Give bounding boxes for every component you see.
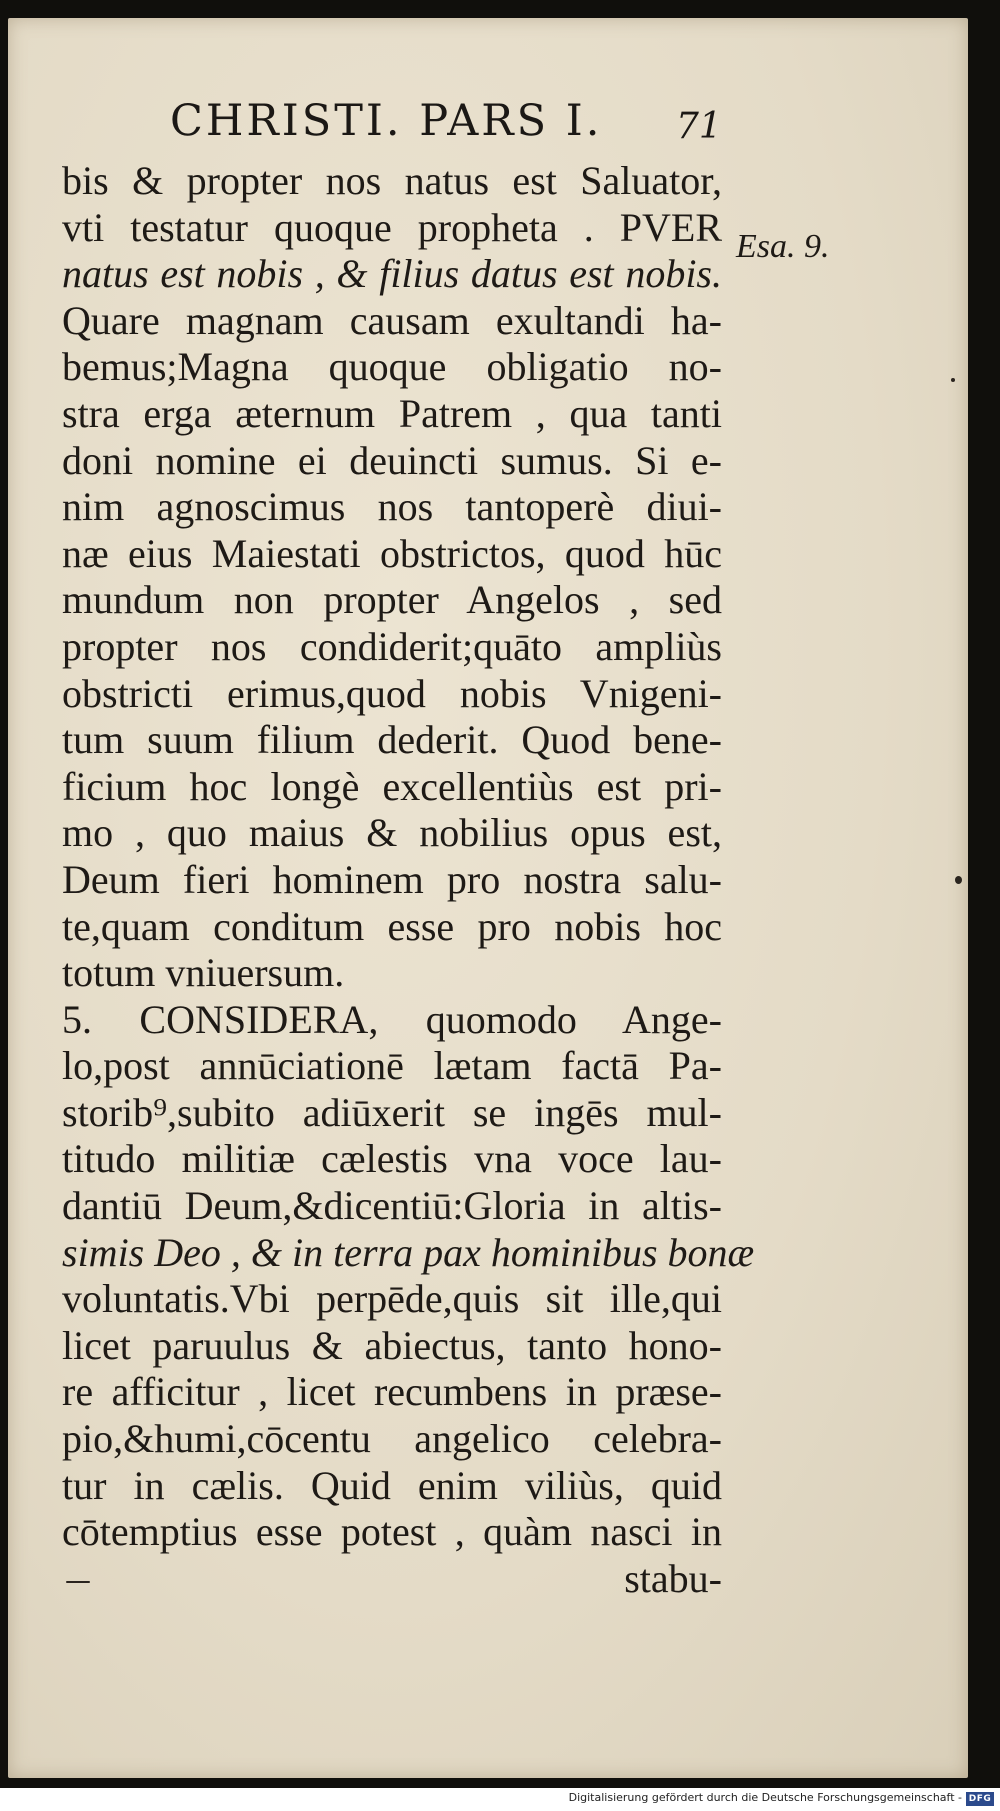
text-line: ficium hoc longè excellentiùs est pri-: [62, 763, 722, 809]
ink-speck: [66, 1581, 90, 1583]
text-line: titudo militiæ cælestis vna voce lau-: [62, 1136, 722, 1182]
catchword: stabu-: [624, 1555, 722, 1601]
text-line: Deum fieri hominem pro nostra salu-: [62, 856, 722, 902]
page-number: 71: [676, 106, 722, 147]
text-line: tum suum filium dederit. Quod bene-: [62, 717, 722, 763]
text-line: obstricti erimus,quod nobis Vnigeni-: [62, 670, 722, 716]
text-line: nim agnoscimus nos tantoperè diui-: [62, 484, 722, 530]
text-line: doni nomine ei deuincti sumus. Si e-: [62, 437, 722, 483]
text-line: propter nos condiderit;quāto ampliùs: [62, 623, 722, 669]
text-line: stra erga æternum Patrem , qua tanti: [62, 390, 722, 436]
text-line: 5. CONSIDERA, quomodo Ange-: [62, 996, 722, 1042]
text-line: totum vniuersum.: [62, 950, 345, 996]
text-line: storib⁹,subito adiūxerit se ingēs mul-: [62, 1089, 722, 1135]
margin-note: Esa. 9.: [736, 228, 830, 265]
text-line: mo , quo maius & nobilius opus est,: [62, 810, 722, 856]
text-line: bis & propter nos natus est Saluator,: [62, 158, 722, 203]
book-page: [8, 18, 968, 1778]
digitization-credit: Digitalisierung gefördert durch die Deutsche Forschungsgemeinschaft -: [568, 1791, 962, 1804]
text-line: voluntatis.Vbi perpēde,quis sit ille,qui: [62, 1276, 722, 1322]
text-line: dantiū Deum,&dicentiū:Gloria in altis-: [62, 1183, 722, 1229]
text-line: Quare magnam causam exultandi ha-: [62, 297, 722, 343]
text-line: natus est nobis , & filius datus est nobis.: [62, 251, 722, 297]
text-line: re afficitur , licet recumbens in præse-: [62, 1369, 722, 1415]
body-text: [62, 158, 755, 1602]
running-head: CHRISTI. PARS I.: [170, 96, 603, 146]
text-line: cōtemptius esse potest , quàm nasci in: [62, 1509, 722, 1555]
text-line: licet paruulus & abiectus, tanto hono-: [62, 1322, 722, 1368]
text-line: vti testatur quoque propheta . PVER: [62, 204, 722, 250]
text-line: pio,&humi,cōcentu angelico celebra-: [62, 1416, 722, 1462]
text-line: simis Deo , & in terra pax hominibus bonæ: [62, 1229, 755, 1275]
ink-speck: [955, 876, 962, 884]
text-line: te,quam conditum esse pro nobis hoc: [62, 903, 722, 949]
dfg-logo-icon: DFG: [966, 1792, 994, 1806]
ink-speck: [951, 378, 955, 382]
footer-bar: [0, 1788, 1000, 1811]
text-line: mundum non propter Angelos , sed: [62, 577, 722, 623]
text-line: tur in cælis. Quid enim viliùs, quid: [62, 1462, 722, 1508]
text-line: lo,post annūciationē lætam factā Pa-: [62, 1043, 722, 1089]
text-line: næ eius Maiestati obstrictos, quod hūc: [62, 530, 722, 576]
text-line: bemus;Magna quoque obligatio no-: [62, 344, 722, 390]
